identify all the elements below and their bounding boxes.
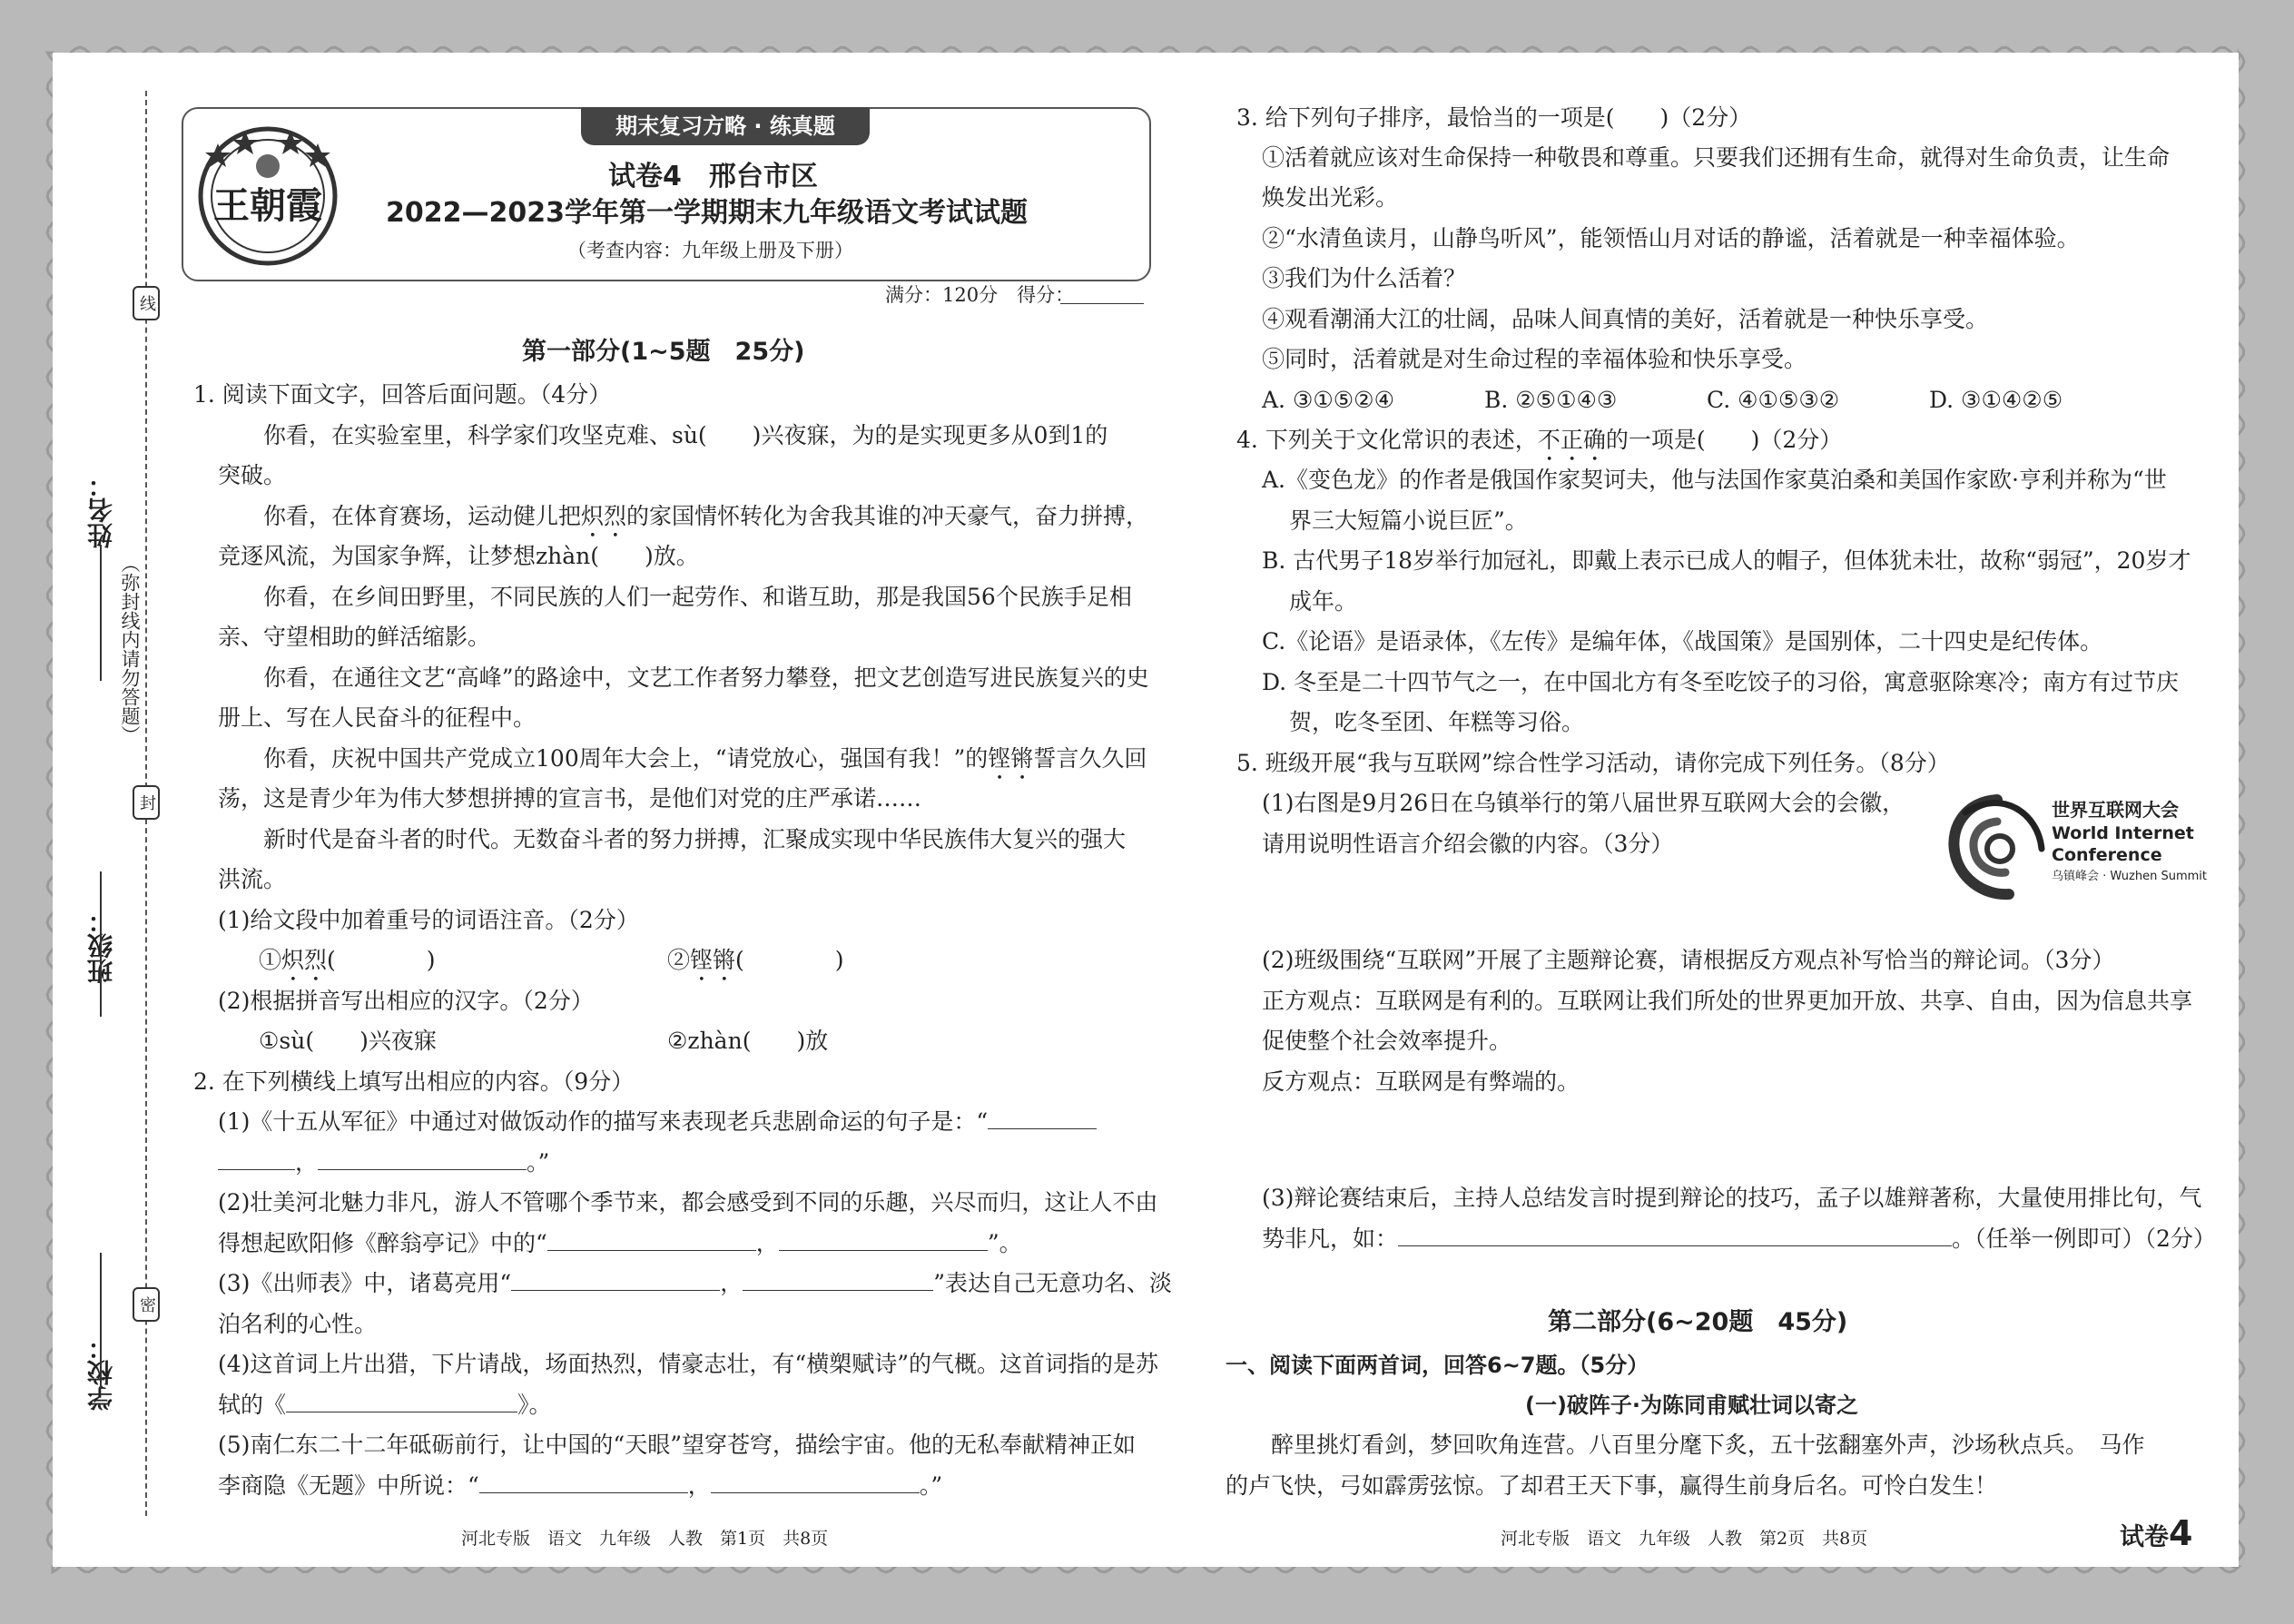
q1-sub2-a[interactable]: ①sù( )兴夜寐 (259, 1028, 437, 1054)
q2-sub1-line: (1)《十五从军征》中通过对做饭动作的描写来表现老兵悲剧命运的句子是：“ (218, 1107, 1097, 1137)
answer-blank[interactable] (511, 1270, 720, 1291)
con-view: 反方观点：互联网是有弊端的。 (1262, 1068, 1580, 1095)
q3-sentence: ④观看潮涌大江的壮阔，品味人间真情的美好，活着就是一种快乐享受。 (1262, 306, 1989, 332)
q1-sub1-b: ②铿锵( ) (667, 947, 844, 973)
school-label: 学校： (86, 1334, 116, 1411)
section1-title: 一、阅读下面两首词，回答6~7题。（5分） (1226, 1353, 1649, 1378)
q5-sub2-answer-area[interactable] (1262, 1109, 2188, 1173)
q1-passage-line: 突破。 (218, 462, 287, 488)
answer-blank[interactable] (1398, 1225, 1952, 1246)
q3-sentence: 焕发出光彩。 (1262, 184, 1399, 211)
name-line (100, 545, 102, 681)
q4-option-b[interactable]: B. 古代男子18岁举行加冠礼，即戴上表示已成人的帽子，但体犹未壮，故称“弱冠”，20岁才 (1262, 547, 2191, 574)
q1-sub1: (1)给文段中加着重号的词语注音。（2分） (218, 907, 639, 933)
q5-sub2: (2)班级围绕“互联网”开展了主题辩论赛，请根据反方观点补写恰当的辩论词。（3分） (1262, 947, 2115, 973)
poem-line: 的卢飞快，弓如霹雳弦惊。了却君王天下事，赢得生前身后名。可怜白发生！ (1226, 1472, 1998, 1499)
q1-passage-line: 新时代是奋斗者的时代。无数奋斗者的努力拼搏，汇聚成实现中华民族伟大复兴的强大 (263, 826, 1127, 852)
q1-passage-line: 你看，庆祝中国共产党成立100周年大会上，“请党放心，强国有我！”的铿锵誓言久久回 (263, 745, 1147, 772)
q3-sentence: ③我们为什么活着？ (1262, 265, 1467, 291)
part1-title: 第一部分(1~5题 25分) (522, 338, 805, 366)
answer-blank[interactable] (988, 1108, 1097, 1129)
paper-number: 试卷4 邢台市区 (608, 161, 818, 192)
q4-option-c[interactable]: C.《论语》是语录体，《左传》是编年体，《战国策》是国别体，二十四史是纪传体。 (1262, 628, 2103, 655)
header-banner: 期末复习方略 · 练真题 (581, 107, 870, 145)
q2-sub5-line: 李商隐《无题》中所说：“ ， 。” (218, 1472, 943, 1499)
q1-passage-line: 你看，在实验室里，科学家们攻坚克难、sù( )兴夜寐，为的是实现更多从0到1的 (263, 422, 1108, 448)
q4-option-b-cont: 成年。 (1289, 588, 1358, 615)
answer-blank[interactable] (779, 1230, 988, 1251)
q1-passage-line: 册上、写在人民奋斗的征程中。 (218, 704, 537, 731)
q1-passage-line: 洪流。 (218, 866, 287, 892)
answer-blank[interactable] (711, 1472, 920, 1493)
left-page-footer: 河北专版 语文 九年级 人教 第1页 共8页 (461, 1529, 829, 1549)
pro-view: 促使整个社会效率提升。 (1262, 1028, 1512, 1054)
q2-sub4-line: (4)这首词上片出猎，下片请战，场面热烈，情豪志壮，有“横槊赋诗”的气概。这首词指的是苏 (218, 1351, 1158, 1377)
q1-passage-line: 荡，这是青少年为伟大梦想拼搏的宣言书，是他们对党的庄严承诺…… (218, 785, 922, 812)
q2-sub4-line: 轼的《 》。 (218, 1392, 552, 1418)
poem-line: 醉里挑灯看剑，梦回吹角连营。八百里分麾下炙，五十弦翻塞外声，沙场秋点兵。 马作 (1271, 1432, 2145, 1458)
q5-sub3: 势非凡，如： 。（任举一例即可）（2分） (1262, 1225, 2216, 1252)
q4-option-d[interactable]: D. 冬至是二十四节气之一，在中国北方有冬至吃饺子的习俗，寓意驱除寒冷；南方有过节庆 (1262, 669, 2180, 695)
q2-sub3-line: (3)《出师表》中，诸葛亮用“ ， ”表达自己无意功名、淡 (218, 1270, 1173, 1296)
paper-scope: （考查内容：九年级上册及下册） (567, 240, 853, 261)
q1-passage-line: 竞逐风流，为国家争辉，让梦想zhàn( )放。 (218, 543, 699, 569)
q3-sentence: ①活着就应该对生命保持一种敬畏和尊重。只要我们还拥有生命，就得对生命负责，让生命 (1262, 144, 2171, 171)
score-blank[interactable] (1060, 303, 1144, 304)
q1-passage-line: 你看，在通往文艺“高峰”的路途中，文艺工作者努力攀登，把文艺创造写进民族复兴的史 (263, 664, 1149, 691)
q3-option-c[interactable]: C. ④①⑤③② (1707, 387, 1840, 413)
answer-blank[interactable] (547, 1230, 756, 1251)
poem-title: (一)破阵子·为陈同甫赋壮词以寄之 (1525, 1393, 1859, 1418)
q1-passage-line: 亲、守望相助的鲜活缩影。 (218, 624, 491, 650)
class-label: 班级： (86, 908, 116, 984)
part2-title: 第二部分(6~20题 45分) (1548, 1308, 1848, 1336)
q2-sub2-line: 得想起欧阳修《醉翁亭记》中的“ ， ”。 (218, 1230, 1022, 1256)
wic-swirl-icon (1947, 794, 2047, 903)
q5-sub1: (1)右图是9月26日在乌镇举行的第八届世界互联网大会的会徽， (1262, 790, 1905, 816)
q5-stem: 5. 班级开展“我与互联网”综合性学习活动，请你完成下列任务。（8分） (1236, 750, 1950, 776)
school-line (100, 1253, 102, 1389)
q3-option-a[interactable]: A. ③①⑤②④ (1262, 387, 1395, 413)
q2-sub5-line: (5)南仁东二十二年砥砺前行，让中国的“天眼”望穿苍穹，描绘宇宙。他的无私奉献精神正如 (218, 1432, 1136, 1458)
q2-stem: 2. 在下列横线上填写出相应的内容。（9分） (193, 1068, 635, 1095)
q2-sub2-line: (2)壮美河北魅力非凡，游人不管哪个季节来，都会感受到不同的乐趣，兴尽而归，这让人不由 (218, 1189, 1158, 1216)
q1-sub2-b[interactable]: ②zhàn( )放 (667, 1028, 829, 1054)
q4-option-a-cont: 界三大短篇小说巨匠”。 (1289, 507, 1528, 534)
q1-stem: 1. 阅读下面文字，回答后面问题。（4分） (193, 381, 612, 408)
score-label: 满分：120分 得分： (885, 284, 1075, 306)
wic-logo-en: World Internet (2052, 823, 2194, 843)
wic-emblem (1947, 794, 2207, 903)
q5-sub1: 请用说明性语言介绍会徽的内容。（3分） (1262, 831, 1674, 857)
q3-sentence: ⑤同时，活着就是对生命过程的幸福体验和快乐享受。 (1262, 346, 1807, 372)
wic-logo-en: Conference (2052, 845, 2162, 865)
q2-sub3-line: 泊名利的心性。 (218, 1311, 378, 1337)
seal-mark-feng: 封 (133, 785, 160, 820)
brand-seal-logo (191, 116, 345, 271)
class-line (100, 871, 102, 1017)
wic-logo-sub: 乌镇峰会 · Wuzhen Summit (2052, 870, 2207, 883)
pro-view: 正方观点：互联网是有利的。互联网让我们所处的世界更加开放、共享、自由，因为信息共享 (1262, 988, 2193, 1014)
answer-blank[interactable] (479, 1472, 688, 1493)
q4-option-d-cont: 贺，吃冬至团、年糕等习俗。 (1289, 709, 1585, 735)
q1-sub2: (2)根据拼音写出相应的汉字。（2分） (218, 988, 594, 1014)
answer-blank[interactable] (218, 1149, 295, 1170)
q3-option-b[interactable]: B. ②⑤①④③ (1484, 387, 1618, 413)
q1-sub1-a: ①炽烈( ) (259, 947, 436, 973)
brand-logo-text: 王朝霞 (213, 184, 322, 227)
name-label: 姓名： (86, 472, 116, 548)
answer-blank[interactable] (318, 1149, 527, 1170)
binding-notice: （弥封线内请勿答题） (119, 554, 141, 744)
q3-stem: 3. 给下列句子排序，最恰当的一项是( )（2分） (1236, 104, 1752, 131)
answer-blank[interactable] (743, 1270, 933, 1291)
q3-sentence: ②“水清鱼读月，山静鸟听风”，能领悟山月对话的静谧，活着就是一种幸福体验。 (1262, 225, 2080, 251)
q2-sub1-line: ， 。” (218, 1147, 549, 1178)
right-page-footer: 河北专版 语文 九年级 人教 第2页 共8页 (1501, 1529, 1868, 1549)
q3-option-d[interactable]: D. ③①④②⑤ (1929, 387, 2063, 413)
q1-passage-line: 你看，在体育赛场，运动健儿把炽烈的家国情怀转化为舍我其谁的冲天豪气，奋力拼搏， (263, 503, 1149, 529)
q1-passage-line: 你看，在乡间田野里，不同民族的人们一起劳作、和谐互助，那是我国56个民族手足相 (263, 584, 1132, 610)
seal-mark-xian: 线 (133, 286, 160, 320)
seal-mark-mi: 密 (133, 1287, 160, 1322)
paper-tag: 试卷4 (2120, 1513, 2193, 1553)
q4-option-a[interactable]: A.《变色龙》的作者是俄国作家契诃夫，他与法国作家莫泊桑和美国作家欧·亨利并称为“世 (1262, 467, 2167, 493)
q4-stem: 4. 下列关于文化常识的表述，不正确的一项是( )（2分） (1236, 427, 1843, 453)
wic-logo-cn: 世界互联网大会 (2052, 799, 2179, 821)
q5-sub3: (3)辩论赛结束后，主持人总结发言时提到辩论的技巧，孟子以雄辩著称，大量使用排比句，气 (1262, 1185, 2202, 1211)
answer-blank[interactable] (286, 1392, 517, 1412)
paper-title: 2022—2023学年第一学期期末九年级语文考试试题 (386, 197, 1028, 229)
